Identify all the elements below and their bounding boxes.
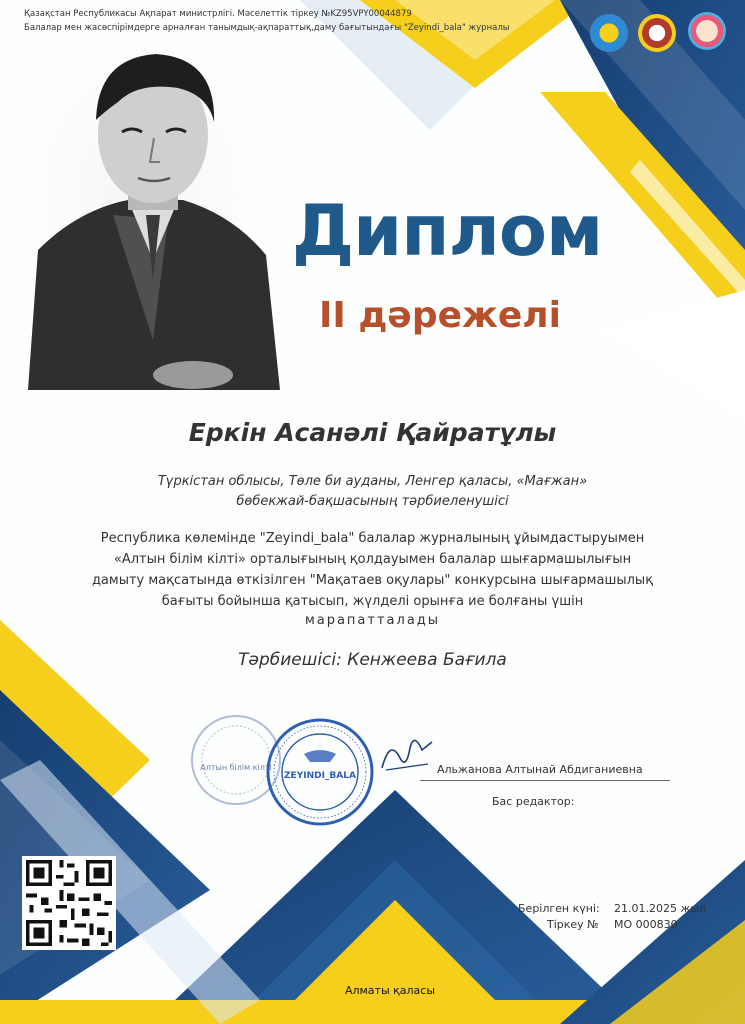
awarded-line: марапатталады <box>304 613 441 628</box>
body-line-2: «Алтын білім кілті» орталығының қолдауымен балалар шығармашылығын <box>113 552 632 567</box>
reading-child-icon <box>688 12 726 50</box>
body-line-3: дамыту мақсатында өткізілген "Мақатаев оқулары" конкурсына шығармашылық <box>91 573 654 588</box>
city-label: Алматы қаласы <box>344 984 436 997</box>
teacher-name: Кенжеева Бағила <box>341 650 507 670</box>
degree-label: II дәрежелі <box>319 295 561 336</box>
portrait-photo <box>18 40 290 390</box>
header-journal-line: Балалар мен жасөспірімдерге арналған танымдық-ақпараттық,даму бағытындағы "Zeyindi_bala" журналы <box>24 23 510 33</box>
editor-role: Бас редактор: <box>492 795 575 808</box>
body-line-1: Республика көлемінде "Zeyindi_bala" балалар журналының ұйымдастыруымен <box>100 531 645 546</box>
body-line-4: бағыты бойынша қатысып, жүлделі орынға ие болғаны үшін <box>161 594 584 609</box>
stamp-small-text: Алтын білім кілті <box>200 763 272 772</box>
position-line-2: бөбекжай-бақшасының тәрбиеленушісі <box>236 494 509 509</box>
issue-date-value: 21.01.2025 жыл <box>614 902 707 915</box>
registration-value: МО 000830 <box>614 918 678 931</box>
stamp-text: ZEYINDI_BALA <box>284 771 356 781</box>
editor-name: Альжанова Алтынай Абдиганиевна <box>437 763 643 776</box>
publisher-stamp <box>264 716 376 828</box>
qr-code[interactable] <box>22 856 116 950</box>
issue-date-label: Берілген күні: <box>518 902 600 915</box>
signature-scribble <box>376 728 436 778</box>
diploma-title: Диплом <box>291 190 603 272</box>
registration-label: Тіркеу № <box>547 918 599 931</box>
header-registration-line: Қазақстан Республикасы Ақпарат министрлігі. Мәселеттік тіркеу №KZ95VPY00044879 <box>24 9 412 19</box>
publisher-seal-icon <box>638 14 676 52</box>
emblem-icon <box>590 14 628 52</box>
signature-line <box>420 780 670 781</box>
teacher-line <box>0 650 745 670</box>
teacher-label: Тәрбиешісі: <box>238 650 342 670</box>
recipient-name: Еркін Асанәлі Қайратұлы <box>188 418 557 447</box>
position-line-1: Түркістан облысы, Төле би ауданы, Ленгер қаласы, «Мағжан» <box>157 474 588 489</box>
